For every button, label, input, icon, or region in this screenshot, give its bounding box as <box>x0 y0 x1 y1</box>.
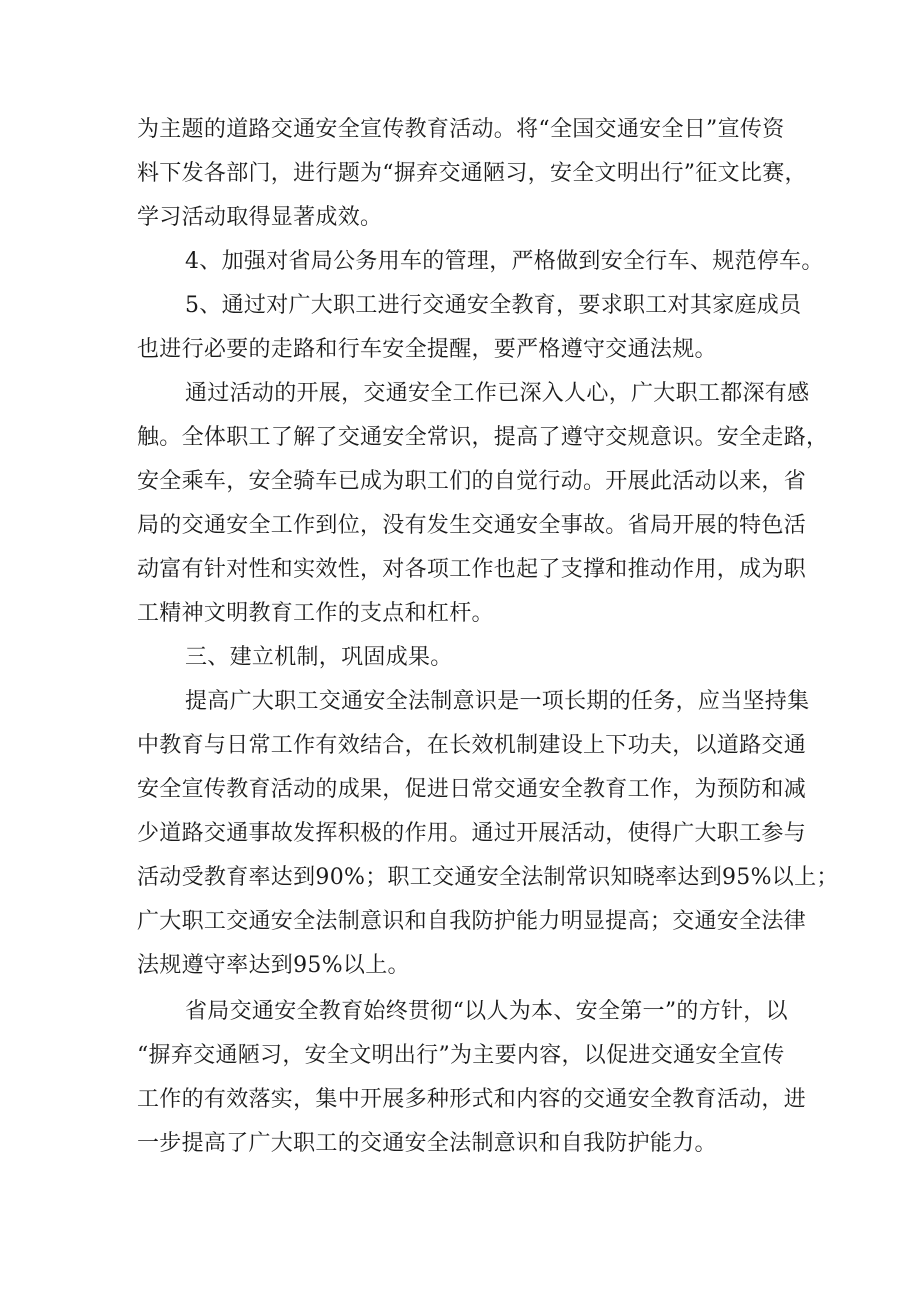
text-line: 中教育与日常工作有效结合，在长效机制建设上下功夫，以道路交通 <box>137 733 807 758</box>
text-line: 一步提高了广大职工的交通安全法制意识和自我防护能力。 <box>137 1131 717 1156</box>
text-line: 4、加强对省局公务用车的管理，严格做到安全行车、规范停车。 <box>185 249 824 274</box>
text-line: 5、通过对广大职工进行交通安全教育，要求职工对其家庭成员 <box>185 293 802 318</box>
text-line: 提高广大职工交通安全法制意识是一项长期的任务，应当坚持集 <box>185 689 810 714</box>
paragraph-mechanism <box>137 680 839 988</box>
text-line: 少道路交通事故发挥积极的作用。通过开展活动，使得广大职工参与 <box>137 821 807 846</box>
paragraph-continuation <box>137 108 807 240</box>
text-line: 广大职工交通安全法制意识和自我防护能力明显提高；交通安全法律 <box>137 909 807 934</box>
paragraph-item-5 <box>137 284 802 372</box>
text-line: 安全乘车，安全骑车已成为职工们的自觉行动。开展此活动以来，省 <box>137 469 807 494</box>
document-body <box>137 108 839 1166</box>
paragraph-item-4 <box>137 240 824 284</box>
text-line: 局的交通安全工作到位，没有发生交通安全事故。省局开展的特色活 <box>137 513 807 538</box>
section-heading-3 <box>137 636 799 680</box>
text-line: 为主题的道路交通安全宣传教育活动。将“全国交通安全日”宣传资 <box>137 117 785 142</box>
text-line: 料下发各部门，进行题为“摒弃交通陋习，安全文明出行”征文比赛， <box>137 161 807 186</box>
text-line: 省局交通安全教育始终贯彻“以人为本、安全第一”的方针，以 <box>185 999 788 1024</box>
text-line: 工精神文明教育工作的支点和杠杆。 <box>137 601 494 626</box>
text-line: 安全宣传教育活动的成果，促进日常交通安全教育工作，为预防和减 <box>137 777 807 802</box>
text-line: 动富有针对性和实效性，对各项工作也起了支撑和推动作用，成为职 <box>137 557 807 582</box>
paragraph-conclusion <box>137 990 807 1166</box>
text-line: 法规遵守率达到95%以上。 <box>137 953 410 978</box>
text-line: 也进行必要的走路和行车安全提醒，要严格遵守交通法规。 <box>137 337 717 362</box>
text-line: 触。全体职工了解了交通安全常识，提高了遵守交规意识。安全走路， <box>137 425 829 450</box>
text-line: 三、建立机制，巩固成果。 <box>185 645 453 670</box>
text-line: 通过活动的开展，交通安全工作已深入人心，广大职工都深有感 <box>185 381 810 406</box>
text-line: 活动受教育率达到90%；职工交通安全法制常识知晓率达到95%以上； <box>137 865 839 890</box>
text-line: “摒弃交通陋习，安全文明出行”为主要内容，以促进交通安全宣传 <box>137 1043 785 1068</box>
text-line: 学习活动取得显著成效。 <box>137 205 383 230</box>
paragraph-activity-results <box>137 372 829 636</box>
text-line: 工作的有效落实，集中开展多种形式和内容的交通安全教育活动，进 <box>137 1087 807 1112</box>
